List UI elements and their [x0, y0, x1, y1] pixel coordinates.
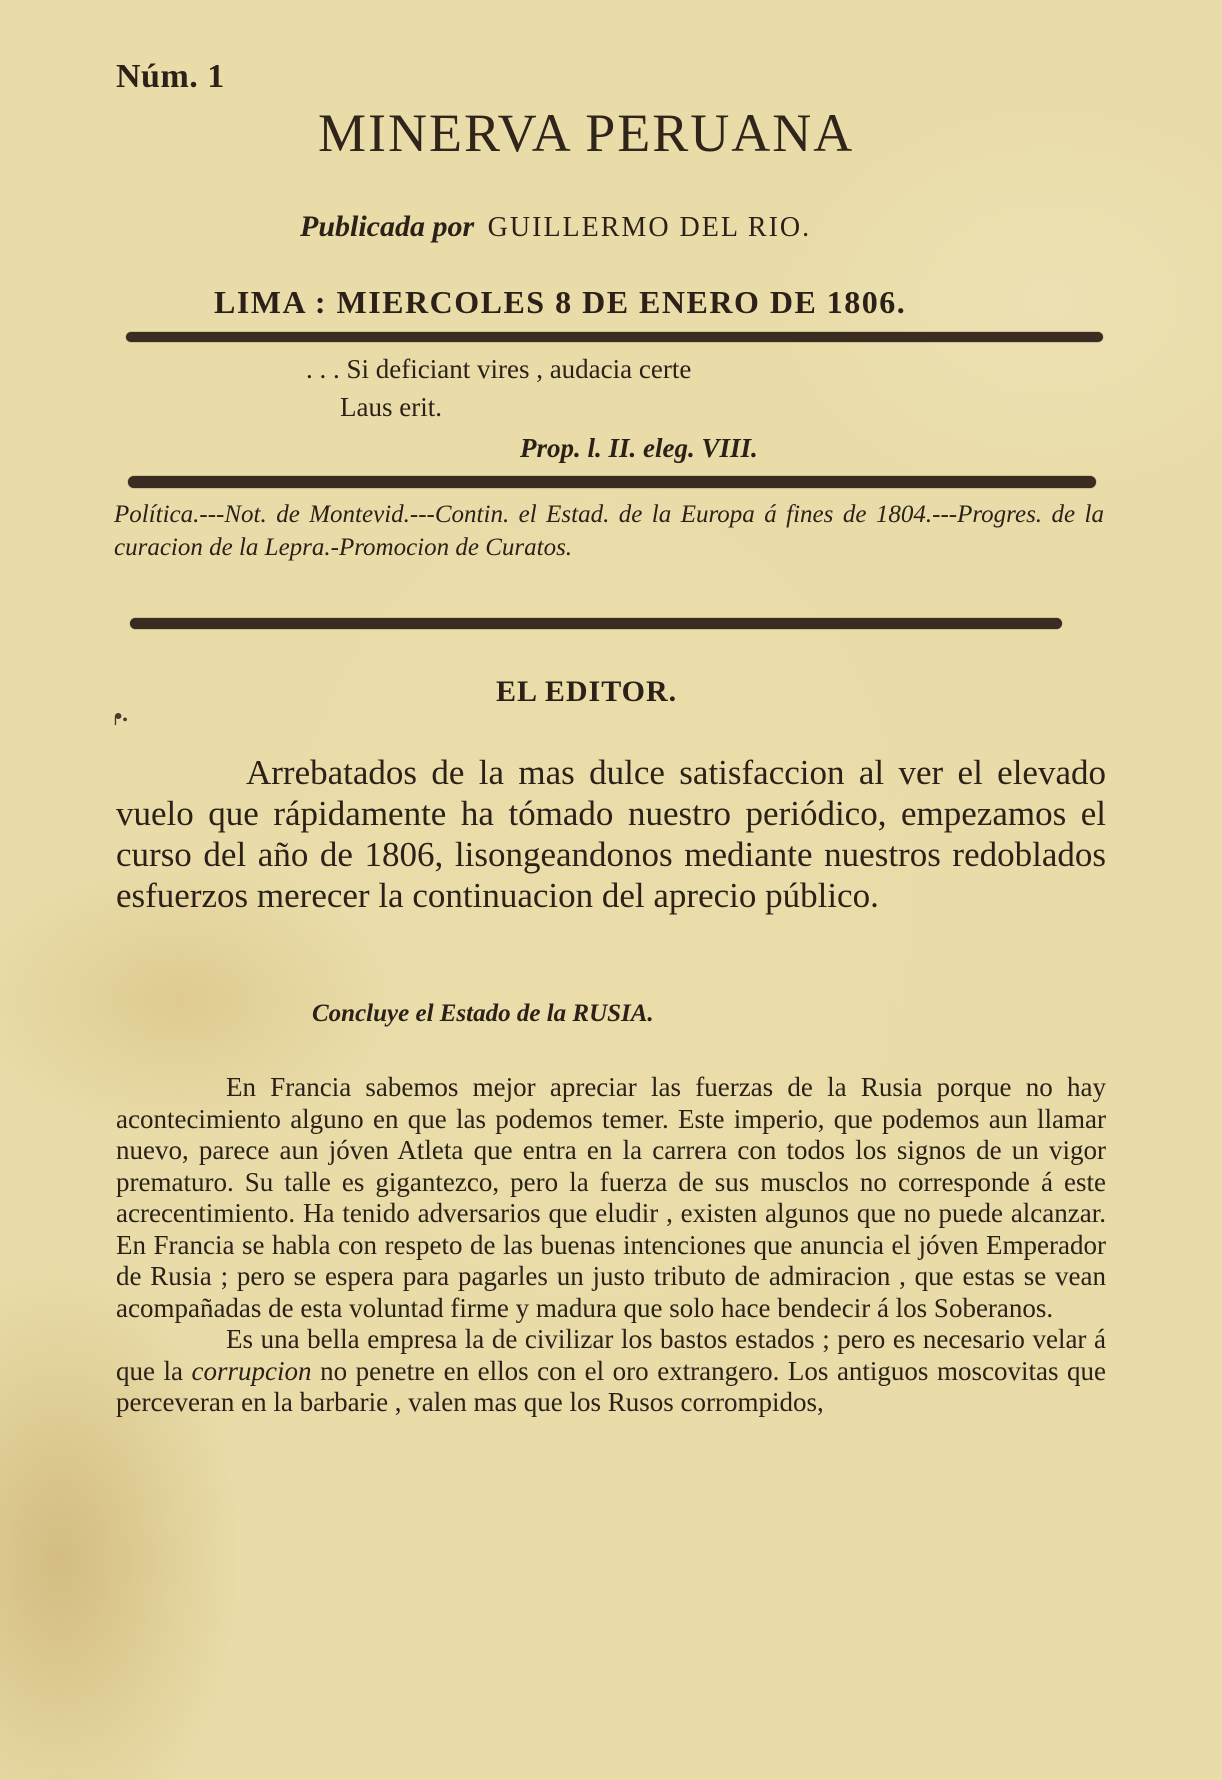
table-of-contents [114, 498, 1104, 564]
epigraph-line-1: . . . Si deficiant vires , audacia certe [306, 354, 692, 384]
printer-mark-icon: ᖰ• [114, 712, 128, 729]
rusia-paragraph-2-text: Es una bella empresa la de civilizar los bastos estados ; pero es necesario velar á que la [116, 1324, 1106, 1386]
editor-paragraph: Arrebatados de la mas dulce satisfaccion al ver el elevado vuelo que rápidamente ha tómado nuestro periódico, empezamos el curso del año de 1806, lisongeandonos mediante nuestros redoblados esfuerzos merecer la continuacion del aprecio público. [116, 753, 1106, 915]
divider-rule [130, 618, 1062, 629]
newspaper-title: MINERVA PERUANA [318, 103, 855, 163]
divider-rule [126, 332, 1103, 342]
emphasized-word: corrupcion [191, 1355, 312, 1386]
issue-number: Núm. 1 [116, 58, 225, 95]
dateline: LIMA : MIERCOLES 8 DE ENERO DE 1806. [214, 284, 907, 320]
rusia-paragraph-2 [116, 1324, 1106, 1419]
epigraph-line-2: Laus erit. [340, 392, 442, 422]
editor-article [116, 752, 1106, 916]
contents-text: Política.---Not. de Montevid.---Contin. el Estad. de la Europa á fines de 1804.---Progres. de la curacion de la Lepra.-Promocion de Curatos. [114, 501, 1104, 561]
rusia-article [116, 1072, 1106, 1419]
rusia-paragraph-2-text-end: no penetre en ellos con el oro extrangero. Los antiguos moscovitas que perceveran en la barbarie , valen mas que los Rusos corrompidos, [116, 1355, 1106, 1417]
publisher-prefix: Publicada por [300, 210, 475, 243]
section-heading-editor: EL EDITOR. [496, 675, 678, 708]
divider-rule [128, 476, 1096, 488]
publisher-line [300, 210, 811, 244]
rusia-paragraph-1: En Francia sabemos mejor apreciar las fuerzas de la Rusia porque no hay acontecimiento alguno en que las podemos temer. Este imperio, que podemos aun llamar nuevo, parece aun jóven Atleta que entra en la carrera con todos los signos de un vigor prematuro. Su talle es gigantezco, pero la fuerza de sus musclos no corresponde á este acrecentimiento. Ha tenido adversarios que eludir , existen algunos que no puede alcanzar. En Francia se habla con respeto de las buenas intenciones que anuncia el jóven Emperador de Rusia ; pero se espera para pagarles un justo tributo de admiracion , que estas se vean acompañadas de esta voluntad firme y madura que solo hace bendecir á los Soberanos. [116, 1072, 1106, 1323]
publisher-name: GUILLERMO DEL RIO. [487, 212, 812, 243]
section-heading-rusia: Concluye el Estado de la RUSIA. [312, 1000, 654, 1027]
epigraph-citation: Prop. l. II. eleg. VIII. [520, 433, 758, 463]
